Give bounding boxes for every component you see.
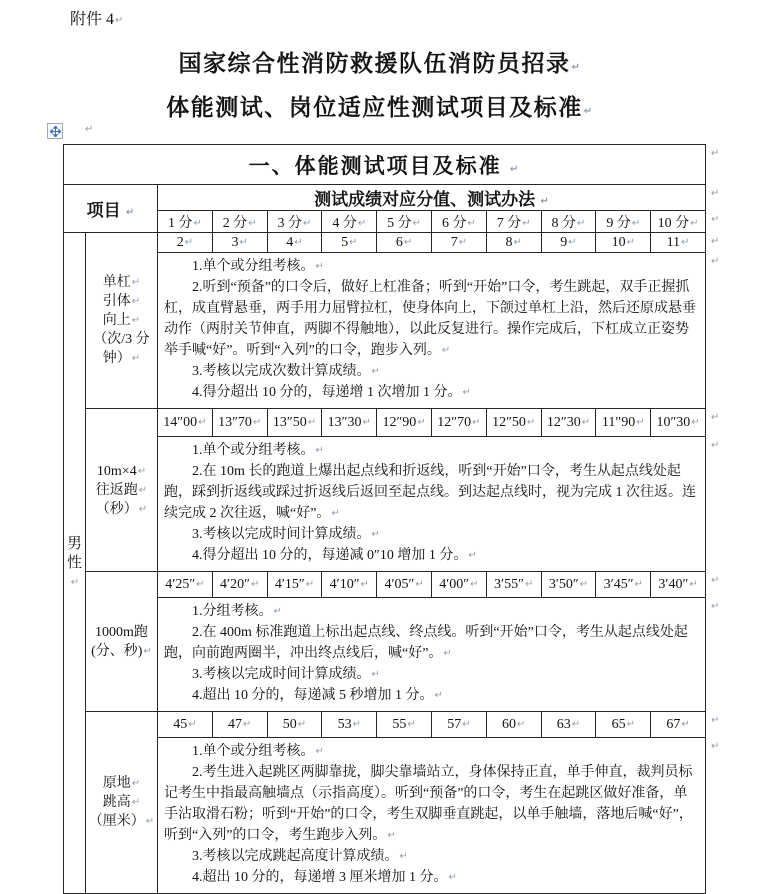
score-value-text: 57 [447,716,462,732]
score-value-text: 63 [556,716,571,732]
standards-table [63,144,706,894]
paragraph-mark: ↵ [403,236,413,248]
paragraph-mark: ↵ [412,217,422,229]
score-value-text: 13″70 [218,414,252,430]
paragraph-mark: ↵ [297,718,307,730]
score-value [486,409,541,437]
paragraph-mark: ↵ [138,503,148,515]
score-value-text: 3′45″ [603,576,634,592]
method-paragraph: 3.考核以完成次数计算成绩。↵ [192,364,380,379]
paragraph-mark: ↵ [626,718,635,730]
score-value [651,572,706,598]
paragraph-mark: ↵ [711,412,720,423]
method-paragraph: 1.单个或分组考核。↵ [192,443,324,458]
paragraph-mark: ↵ [131,277,141,288]
paragraph-mark: ↵ [417,416,426,428]
method-paragraph: 3.考核以完成跳起高度计算成绩。↵ [192,849,408,864]
score-value [431,712,486,738]
method-paragraph: 1.分组考核。↵ [192,604,282,619]
paragraph-mark: ↵ [540,196,549,207]
paragraph-mark: ↵ [711,601,720,612]
paragraph-mark: ↵ [579,578,589,590]
paragraph-mark: ↵ [196,578,205,590]
gender-label [64,233,86,894]
paragraph-mark: ↵ [198,416,207,428]
score-value-text: 8 [505,234,513,250]
method-paragraph: 2.听到“预备”的口令后，做好上杠准备；听到“开始”口令，考生跳起，双手正握抓杠，成直臂悬垂，两手用力屈臂拉杠，使身体向上，下颌过单杠上沿，然后还原成悬垂动作（两肘关节伸直，两脚不得触地），以此反复进行。操作完成后，下杠成立正姿势举手喊“好”。听到“入列”的口令，跑步入列。↵ [164,280,696,358]
score-value-text: 4′05″ [384,576,415,592]
score-value [212,233,267,253]
paragraph-mark: ↵ [711,440,720,451]
paragraph-mark: ↵ [711,575,720,586]
paragraph-mark: ↵ [631,217,641,229]
paragraph-mark: ↵ [524,578,534,590]
score-value-text: 4 [286,234,294,250]
header-row-1 [64,185,706,211]
scores-row-3 [64,712,706,738]
score-col-header-6 [431,211,486,233]
score-col-header-8 [541,211,596,233]
section-title-row [64,145,706,185]
paragraph-mark: ↵ [184,236,194,248]
score-value [541,233,596,253]
score-value [596,233,651,253]
score-col-header-text: 1 分 [167,215,193,231]
paragraph-mark: ↵ [399,851,408,862]
paragraph-mark: ↵ [145,816,155,827]
score-value-text: 55 [392,716,407,732]
paragraph-mark: ↵ [462,387,471,398]
score-value-text: 3′40″ [658,576,689,592]
score-value [486,712,541,738]
paragraph-mark: ↵ [371,669,380,680]
method-text-3 [158,738,706,894]
score-value [541,409,596,437]
score-col-header-10 [651,211,706,233]
score-col-header-9 [596,211,651,233]
score-value [596,712,651,738]
paragraph-mark: ↵ [711,148,720,159]
score-value-text: 3 [231,234,239,250]
paragraph-mark: ↵ [434,690,443,701]
method-text-2 [158,598,706,712]
item-name-line: 原地↵ [102,776,141,791]
paragraph-mark: ↵ [131,797,141,808]
method-text-0 [158,253,706,409]
score-value-text: 2 [176,234,184,250]
section-title-text: 一、体能测试项目及标准 [248,153,502,178]
score-value-text: 9 [560,234,568,250]
item-name-line: 引体↵ [102,294,141,309]
method-row-0 [64,253,706,409]
paragraph-mark: ↵ [294,236,303,248]
paragraph-mark: ↵ [371,529,380,540]
score-method-header-cell [158,185,706,211]
paragraph-mark: ↵ [387,830,396,841]
paragraph-mark: ↵ [516,718,526,730]
score-value-text: 10″30 [656,414,691,430]
paragraph-mark: ↵ [691,416,700,428]
four-arrows-icon [50,126,61,137]
score-columns-row [64,211,706,233]
paragraph-mark: ↵ [415,578,424,590]
paragraph-mark: ↵ [626,236,635,248]
paragraph-mark: ↵ [690,217,699,229]
method-paragraph: 2.考生进入起跳区两脚靠拢，脚尖靠墙站立，身体保持正直，单手伸直，裁判员标记考生中指最高触墙点（示指高度）。听到“预备”的口令，考生在起跳区做好准备，单手沾取滑石粉；听到“开始”的口令，考生双脚垂直跳起，以单手触墙，落地后喊“好”， 听到“入列”的口令，考生跑步入列。↵ [164,765,693,843]
score-col-header-text: 5 分 [387,215,412,231]
score-value [322,409,377,437]
paragraph-mark: ↵ [137,465,147,477]
score-value [431,409,486,437]
score-col-header-text: 9 分 [606,215,631,231]
score-value [486,572,541,598]
item-header-text: 项目 [86,201,121,220]
items-body [64,233,706,894]
score-value [431,572,486,598]
paragraph-mark: ↵ [188,718,197,730]
paragraph-mark: ↵ [711,236,720,247]
item-name-line: （秒）↵ [95,501,148,517]
paragraph-mark: ↵ [307,416,317,428]
score-value [322,572,377,598]
paragraph-mark: ↵ [131,778,141,789]
item-name-line: （次/3 分 [93,332,150,347]
score-value-text: 4′25″ [165,576,196,592]
paragraph-mark: ↵ [681,236,690,248]
paragraph-mark: ↵ [467,217,476,229]
method-paragraph: 2.在 10m 长的跑道上爆出起点线和折返线，听到“开始”口令，考生从起点线处起跑，踩到折返线或踩过折返线后返回至起点线。到达起点线时，视为完成 1 次往返。连续完成 2 次往返，喊“好”。↵ [164,464,696,521]
score-value-text: 12″30 [546,414,581,430]
paragraph-mark: ↵ [472,416,481,428]
item-name-3 [86,712,158,894]
score-value-text: 60 [501,716,516,732]
paragraph-mark: ↵ [711,741,720,752]
paragraph-mark: ↵ [315,445,324,456]
paragraph-mark: ↵ [362,416,371,428]
score-value [377,233,432,253]
test-standards-table [63,144,723,894]
method-paragraph: 1.单个或分组考核。↵ [192,744,324,759]
paragraph-mark: ↵ [138,484,148,496]
paragraph-mark: ↵ [634,578,643,590]
attachment-text: 附件 4↵ [70,11,124,28]
item-name-line: 往返跑↵ [95,482,148,498]
method-row-1 [64,437,706,572]
score-value [158,409,213,437]
score-value [596,409,651,437]
item-name-line: 向上↵ [102,313,141,328]
paragraph-mark: ↵ [193,217,202,229]
paragraph-mark: ↵ [636,416,645,428]
score-value [322,712,377,738]
paragraph-mark: ↵ [681,718,690,730]
score-value [431,233,486,253]
score-col-header-5 [377,211,432,233]
item-name-line: 单杠↵ [102,275,141,290]
scores-row-0 [64,233,706,253]
paragraph-mark: ↵ [711,188,720,199]
item-name-line: (分、秒)↵ [91,643,152,659]
gender-char: 男 [66,535,82,552]
paragraph-mark: ↵ [711,256,720,267]
doc-title-line-1: 国家综合性消防救援队伍消防员招录↵ [178,51,582,76]
score-value [486,233,541,253]
score-col-header-text: 4 分 [332,215,357,231]
score-col-header-text: 3 分 [277,215,303,231]
paragraph-mark: ↵ [131,296,141,307]
paragraph-mark: ↵ [70,576,80,588]
score-value [267,233,322,253]
paragraph-mark: ↵ [458,236,468,248]
score-value-text: 45 [173,716,188,732]
item-name-line: 1000m跑 [95,624,148,640]
section-title-cell [64,145,706,185]
score-value-text: 3′50″ [548,576,579,592]
score-col-header-text: 7 分 [496,215,522,231]
paragraph-mark: ↵ [250,578,260,590]
paragraph-mark: ↵ [571,62,582,73]
paragraph-mark: ↵ [443,648,452,659]
paragraph-mark: ↵ [583,106,594,117]
score-value-text: 12″90 [382,414,417,430]
score-value-text: 4′20″ [220,576,250,592]
method-paragraph: 4.超出 10 分的，每递增 3 厘米增加 1 分。↵ [192,870,457,885]
score-value-text: 13″30 [327,414,362,430]
score-value-text: 7 [450,234,458,250]
paragraph-mark: ↵ [577,217,586,229]
score-value-text: 47 [228,716,242,732]
paragraph-mark: ↵ [468,550,477,561]
score-value-text: 4′15″ [274,576,305,592]
score-value [267,712,322,738]
paragraph-mark: ↵ [252,416,262,428]
score-value [377,712,432,738]
paragraph-mark: ↵ [239,236,248,248]
score-col-header-2 [212,211,267,233]
score-value [212,409,267,437]
score-value-text: 11″90 [601,414,636,430]
item-name-line: 10m×4↵ [96,463,147,479]
paragraph-mark: ↵ [711,715,720,726]
score-value [158,572,213,598]
score-value [212,712,267,738]
score-value-text: 4′00″ [439,576,470,592]
method-paragraph: 3.考核以完成时间计算成绩。↵ [192,667,380,682]
paragraph-mark: ↵ [243,718,252,730]
paragraph-mark: ↵ [441,345,451,356]
method-text-1 [158,437,706,572]
paragraph-mark: ↵ [131,315,141,326]
score-col-header-text: 10 分 [657,215,690,231]
score-value-text: 12″70 [437,414,472,430]
score-value [651,233,706,253]
scores-row-2 [64,572,706,598]
score-col-header-4 [322,211,377,233]
method-row-3 [64,738,706,894]
score-value [267,409,322,437]
paragraph-mark: ↵ [131,353,141,364]
score-value-text: 65 [611,716,626,732]
paragraph-mark: ↵ [407,718,416,730]
method-paragraph: 4.超出 10 分的，每递减 5 秒增加 1 分。↵ [192,688,443,703]
score-value [377,409,432,437]
paragraph-mark: ↵ [711,214,720,225]
score-value-text: 50 [282,716,297,732]
score-col-header-text: 6 分 [441,215,467,231]
item-name-2 [86,572,158,712]
score-col-header-text: 2 分 [222,215,248,231]
method-paragraph: 4.得分超出 10 分的，每递增 1 次增加 1 分。↵ [192,385,471,400]
score-value [651,712,706,738]
paragraph-mark: ↵ [85,124,94,135]
document-title [0,44,760,132]
score-col-header-3 [267,211,322,233]
method-paragraph: 2.在 400m 标准跑道上标出起点线、终点线。听到“开始”口令，考生从起点线处起跑，向前跑两圈半，冲出终点线后，喊“好”。↵ [164,625,688,661]
paragraph-mark: ↵ [470,578,479,590]
score-value-text: 14″00 [163,414,198,430]
score-value-text: 13″50 [272,414,307,430]
score-col-header-7 [486,211,541,233]
paragraph-mark: ↵ [522,217,531,229]
score-value [377,572,432,598]
method-paragraph: 3.考核以完成时间计算成绩。↵ [192,527,380,542]
score-value [212,572,267,598]
score-value-text: 6 [395,234,403,250]
paragraph-mark: ↵ [581,416,591,428]
paragraph-mark: ↵ [462,718,471,730]
item-name-line: 跳高↵ [102,795,141,810]
paragraph-mark: ↵ [448,872,457,883]
score-method-header-text: 测试成绩对应分值、测试办法 [314,190,536,209]
score-value-text: 12″50 [492,414,526,430]
doc-title-line-2: 体能测试、岗位适应性测试项目及标准↵ [166,95,594,120]
paragraph-mark: ↵ [305,578,315,590]
paragraph-mark: ↵ [248,217,257,229]
paragraph-mark: ↵ [115,15,124,26]
method-paragraph: 4.得分超出 10 分的，每递减 0″10 增加 1 分。↵ [192,548,477,563]
item-name-line: （厘米）↵ [88,814,155,829]
score-value [596,572,651,598]
paragraph-mark: ↵ [315,261,324,272]
paragraph-mark: ↵ [360,578,369,590]
table-move-handle-icon[interactable] [47,123,63,139]
paragraph-mark: ↵ [143,645,152,657]
score-value [651,409,706,437]
score-value-text: 5 [341,234,349,250]
paragraph-mark: ↵ [352,718,361,730]
score-value-text: 4′10″ [329,576,360,592]
paragraph-mark: ↵ [331,508,340,519]
item-header-cell [64,185,158,233]
score-value [158,712,213,738]
item-name-line: 钟）↵ [102,351,141,366]
paragraph-mark: ↵ [526,416,536,428]
paragraph-mark: ↵ [125,207,135,218]
item-name-0 [86,233,158,409]
paragraph-mark: ↵ [349,236,358,248]
score-col-header-text: 8 分 [551,215,577,231]
attachment-label [70,6,123,29]
paragraph-mark: ↵ [303,217,312,229]
score-value-text: 67 [666,716,681,732]
score-value-text: 11 [666,234,681,250]
method-paragraph: 1.单个或分组考核。↵ [192,259,324,274]
paragraph-mark: ↵ [689,578,698,590]
score-value [541,572,596,598]
paragraph-mark: ↵ [371,366,380,377]
score-value [322,233,377,253]
score-value-text: 53 [337,716,352,732]
scores-row-1 [64,409,706,437]
gender-char: 性↵ [66,554,82,588]
item-name-1 [86,409,158,572]
paragraph-mark: ↵ [273,606,282,617]
score-value [267,572,322,598]
paragraph-mark: ↵ [568,236,577,248]
score-value [158,233,213,253]
score-value [541,712,596,738]
paragraph-mark: ↵ [513,236,522,248]
paragraph-mark: ↵ [357,217,367,229]
paragraph-mark: ↵ [315,746,324,757]
score-value-text: 3′55″ [494,576,524,592]
score-value-text: 10 [611,234,626,250]
method-row-2 [64,598,706,712]
score-col-header-1 [158,211,213,233]
paragraph-mark: ↵ [509,163,521,175]
paragraph-mark: ↵ [571,718,581,730]
